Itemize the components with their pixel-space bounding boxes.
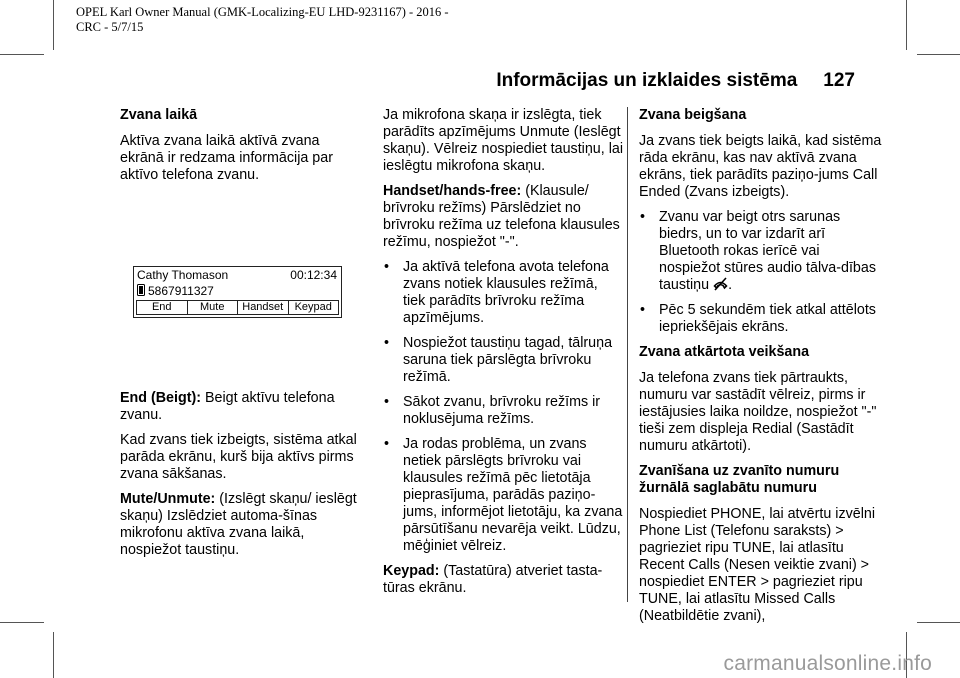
paragraph-keypad (383, 563, 623, 597)
definition-keypad: (Tastatūra) atveriet tasta-tūras ekrānu. (383, 563, 603, 596)
heading-call-log: Zvanīšana uz zvanīto numuru žurnālā saglabātu numuru (639, 463, 840, 496)
bullet-text: Zvanu var beigt otrs sarunas biedrs, un to var izdarīt arī Bluetooth rokas ierīcē vai nospiežot stūres audio tālva-dības taustiņu (659, 209, 876, 293)
bullet-dot: • (640, 302, 646, 318)
paragraph-mute (120, 491, 362, 559)
bullet-dot: • (384, 436, 390, 452)
phone-handset-icon (137, 284, 145, 296)
watermark: carmanualsonline.info (723, 652, 932, 675)
crop-mark (906, 0, 907, 50)
bullet-text: Pēc 5 sekundēm tiek atkal attēlots iepriekšējais ekrāns. (659, 302, 876, 335)
call-timer: 00:12:34 (290, 268, 337, 282)
paragraph-handset (383, 183, 623, 251)
crop-mark (917, 622, 960, 623)
bullet-item (383, 335, 623, 386)
mute-button[interactable]: Mute (188, 301, 239, 314)
column-1-lower (120, 390, 362, 567)
bullet-text: Ja aktīvā telefona avota telefona zvans notiek klausules režīmā, tiek parādīts brīvroku režīma apzīmējums. (403, 259, 609, 326)
bullet-text-end: . (728, 277, 733, 293)
bullet-dot: • (384, 335, 390, 351)
paragraph: Aktīva zvana laikā aktīvā zvana ekrānā ir redzama informācija par aktīvo telefona zvanu. (120, 133, 333, 183)
heading-redial: Zvana atkārtota veikšana (639, 344, 810, 360)
definition-end: Beigt aktīvu telefona zvanu. (120, 390, 335, 423)
end-call-icon (713, 277, 728, 291)
bullet-dot: • (384, 259, 390, 275)
keypad-button[interactable]: Keypad (294, 301, 332, 313)
caller-number: 5867911327 (148, 284, 214, 298)
bullet-text: Ja rodas problēma, un zvans netiek pārslēgts brīvroku vai klausules režīmā pēc lietotāja pieprasījuma, parādās paziņo-jums, informējot lietotāju, ka zvana pārsūtīšanu nevarēja veikt. Lūdzu, mēģiniet vēlreiz. (403, 436, 623, 554)
column-2 (383, 107, 623, 605)
column-divider (627, 107, 628, 602)
bullet-item (639, 209, 884, 294)
column-1 (120, 107, 362, 192)
bullet-item (639, 302, 884, 336)
paragraph: Nospiediet PHONE, lai atvērtu izvēlni Phone List (Telefonu saraksts) > pagrieziet ripu TUNE, lai atlasītu Recent Calls (Nesen veiktie zvani) > nospiediet ENTER > pagrieziet ripu TUNE, lai atlasītu Missed Calls (Neatbildētie zvani), (639, 506, 875, 624)
crop-mark (0, 622, 44, 623)
section-title: Informācijas un izklaides sistēma (496, 70, 798, 91)
column-3 (639, 107, 884, 633)
bullet-item (383, 259, 623, 327)
crop-mark (0, 54, 44, 55)
end-button[interactable]: End (137, 301, 188, 314)
heading-during-call: Zvana laikā (120, 107, 198, 123)
crop-mark (917, 54, 960, 55)
bullet-text: Sākot zvanu, brīvroku režīms ir noklusējuma režīms. (403, 394, 601, 427)
crop-mark (53, 632, 54, 678)
term-mute: Mute/Unmute: (120, 491, 216, 507)
paragraph: Ja zvans tiek beigts laikā, kad sistēma rāda ekrānu, kas nav aktīvā zvana ekrāns, tiek parādīts paziņo-jums Call Ended (Zvans izbeigts). (639, 133, 882, 200)
bullet-dot: • (384, 394, 390, 410)
page-header (496, 70, 855, 92)
definition-handset: (Klausule/ brīvroku režīms) Pārslēdziet no brīvroku režīma uz telefona klausules režīmu, nospiežot "-". (383, 183, 620, 250)
active-call-screen (133, 266, 342, 318)
page-number: 127 (823, 70, 855, 91)
handset-button[interactable]: Handset (238, 301, 289, 314)
caller-name: Cathy Thomason (137, 268, 229, 282)
paragraph: Ja telefona zvans tiek pārtraukts, numuru var sastādīt vēlreiz, pirms ir iestājusies laika noildze, nospiežot "-" tieši zem displeja Redial (Sastādīt numuru atkārtoti). (639, 370, 877, 454)
call-buttons (136, 300, 339, 315)
paragraph-end (120, 390, 362, 424)
term-keypad: Keypad: (383, 563, 440, 579)
bullet-text: Nospiežot taustiņu tagad, tālruņa saruna tiek pārslēgta brīvroku režīmā. (403, 335, 613, 385)
bullet-dot: • (640, 209, 646, 225)
paragraph: Ja mikrofona skaņa ir izslēgta, tiek parādīts apzīmējums Unmute (Ieslēgt skaņu). Vēlreiz nospiediet taustiņu, lai ieslēgtu mikrofona skaņu. (383, 107, 624, 174)
crop-mark (53, 0, 54, 50)
heading-ending-call: Zvana beigšana (639, 107, 747, 123)
definition-mute: (Izslēgt skaņu/ ieslēgt skaņu) Izslēdziet automa-šīnas mikrofonu aktīva zvana laikā, nospiežot taustiņu. (120, 491, 357, 558)
document-meta: OPEL Karl Owner Manual (GMK-Localizing-EU LHD-9231167) - 2016 - CRC - 5/7/15 (76, 5, 449, 34)
paragraph: Kad zvans tiek izbeigts, sistēma atkal parāda ekrānu, kurš bija aktīvs pirms zvana sākšanas. (120, 432, 357, 482)
term-end: End (Beigt): (120, 390, 201, 406)
bullet-item (383, 394, 623, 428)
bullet-item (383, 436, 623, 555)
term-handset: Handset/hands-free: (383, 183, 522, 199)
